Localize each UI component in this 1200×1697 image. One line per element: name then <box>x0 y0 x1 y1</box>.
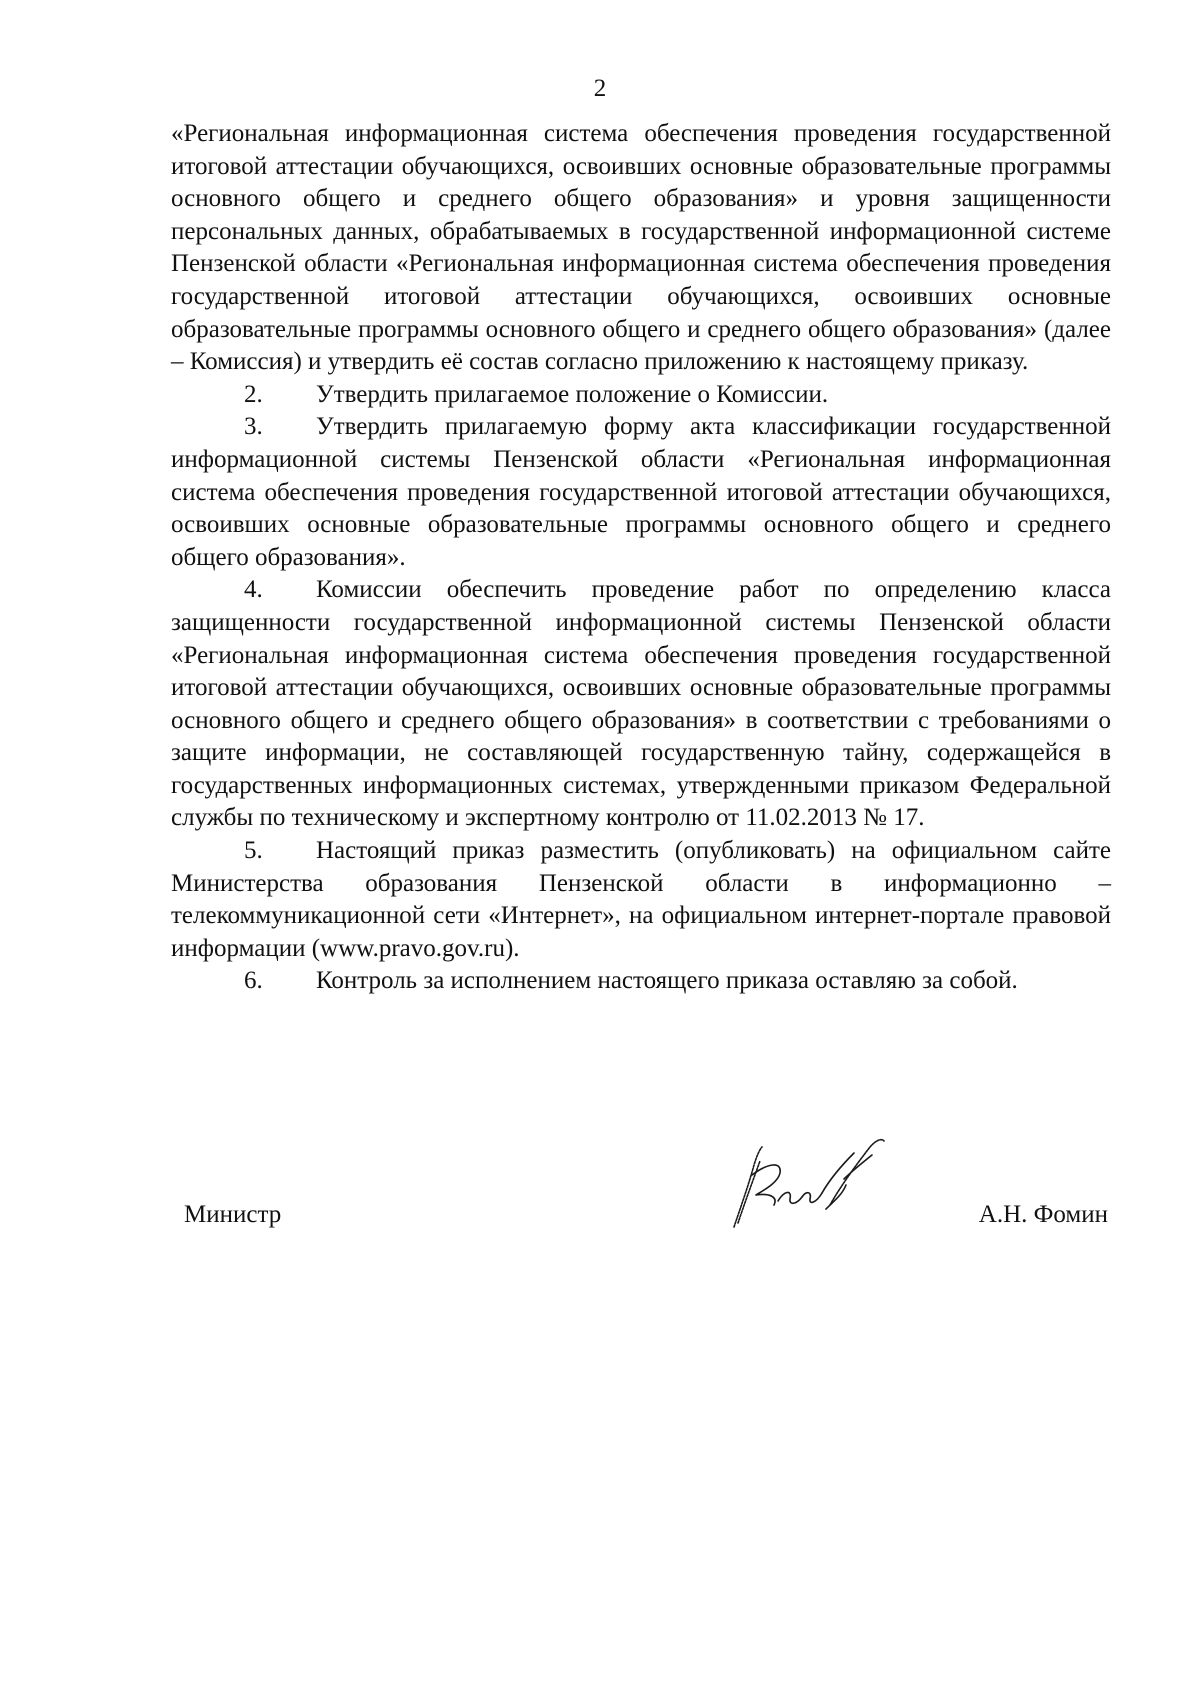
paragraph-number: 5. <box>244 837 263 865</box>
paragraph-text: Утвердить прилагаемую форму акта классификации государственной информационной системы Пензенской области «Региональная информационная система обеспечения проведения государственной итоговой аттестации обучающихся, освоивших основные образовательные программы основного общего и среднего общего образования». <box>171 413 1111 571</box>
paragraph-item-2 <box>171 379 1111 412</box>
paragraph-continuation <box>171 118 1111 379</box>
paragraph-item-6 <box>171 965 1111 998</box>
paragraph-text: Настоящий приказ разместить (опубликовать) на официальном сайте Министерства образования Пензенской области в информационно – телекоммуникационной сети «Интернет», на официальном интернет-портале правовой информации (www.pravo.gov.ru). <box>171 837 1111 962</box>
paragraph-number: 3. <box>244 413 263 441</box>
paragraph-item-3 <box>171 411 1111 574</box>
page-number: 2 <box>593 75 607 102</box>
handwritten-signature <box>726 1135 896 1231</box>
paragraph-text: Утвердить прилагаемое положение о Комиссии. <box>316 380 829 408</box>
signer-position: Министр <box>184 1201 282 1228</box>
document-body <box>171 118 1111 998</box>
paragraph-text: «Региональная информационная система обеспечения проведения государственной итоговой аттестации обучающихся, освоивших основные образовательные программы основного общего и среднего общего образования» и уровня защищенности персональных данных, обрабатываемых в государственной информационной системе Пензенской области «Региональная информационная система обеспечения проведения государственной итоговой аттестации обучающихся, освоивших основные образовательные программы основного общего и среднего общего образования» (далее – Комиссия) и утвердить её состав согласно приложению к настоящему приказу. <box>171 120 1111 376</box>
paragraph-text: Комиссии обеспечить проведение работ по определению класса защищенности государственной информационной системы Пензенской области «Региональная информационная система обеспечения проведения государственной итоговой аттестации обучающихся, освоивших основные образовательные программы основного общего и среднего общего образования» в соответствии с требованиями о защите информации, не составляющей государственную тайну, содержащейся в государственных информационных системах, утвержденными приказом Федеральной службы по техническому и экспертному контролю от 11.02.2013 № 17. <box>171 576 1111 832</box>
signature-block <box>0 1135 1200 1235</box>
paragraph-number: 6. <box>244 967 263 995</box>
paragraph-text: Контроль за исполнением настоящего приказа оставляю за собой. <box>316 967 1018 995</box>
signer-name: А.Н. Фомин <box>978 1201 1108 1228</box>
paragraph-number: 4. <box>244 576 263 604</box>
paragraph-number: 2. <box>244 380 263 408</box>
paragraph-item-5 <box>171 835 1111 965</box>
paragraph-item-4 <box>171 574 1111 835</box>
